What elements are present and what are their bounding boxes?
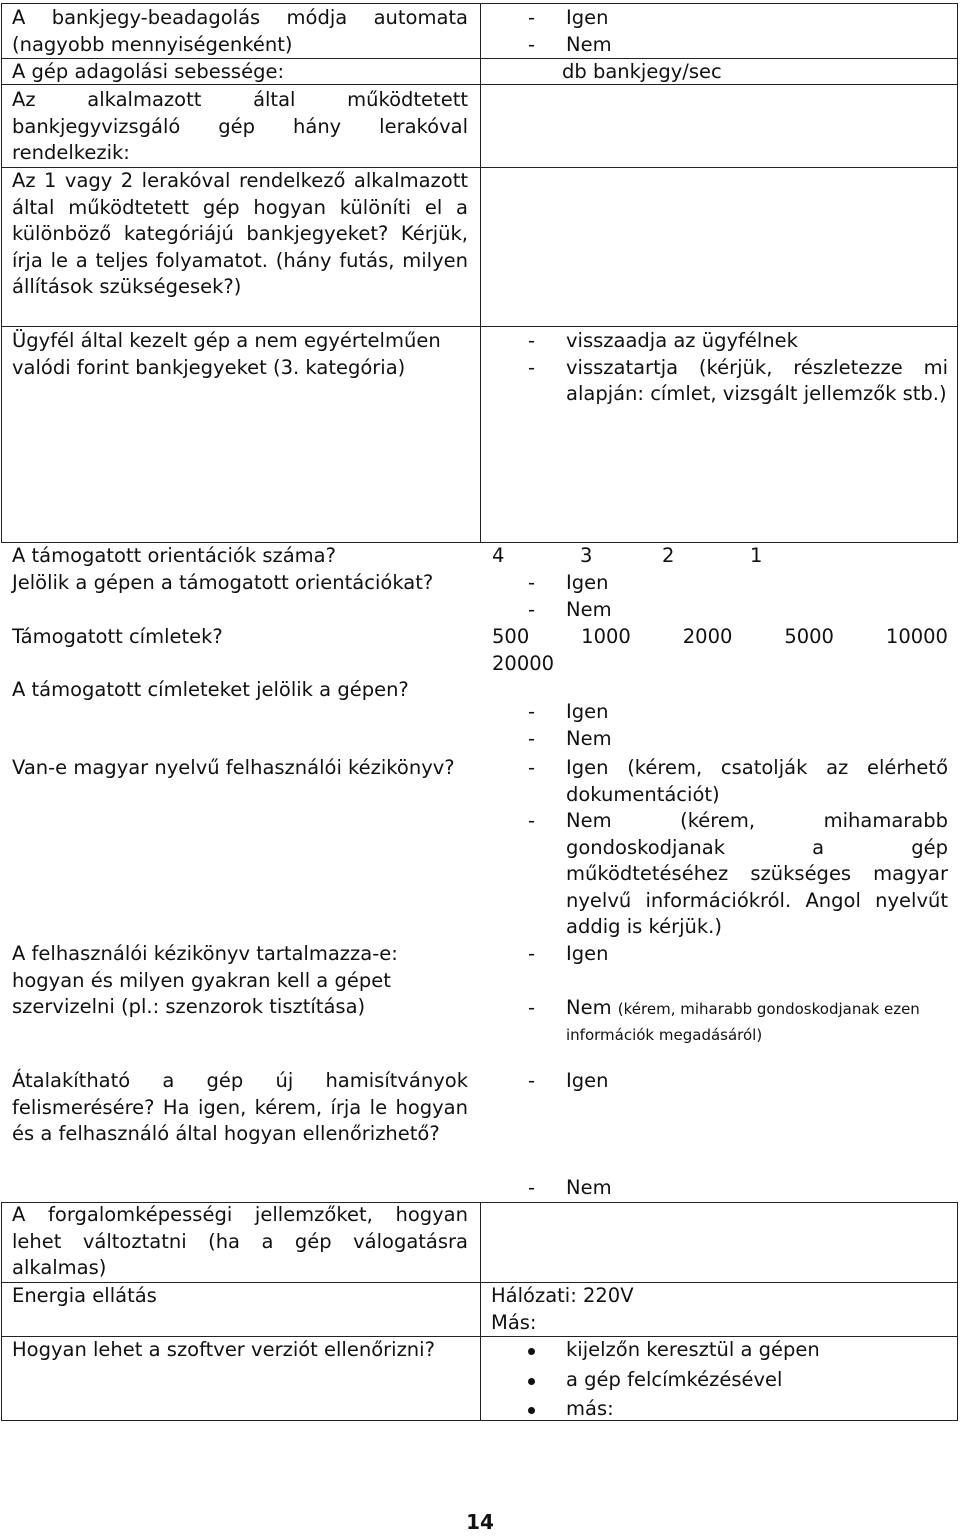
a-service-manual [528, 941, 948, 1048]
option-yes: Igen [566, 700, 609, 723]
q-stacker-count: Az alkalmazott által működtetett bankjegyvizsgáló gép hány lerakóval rendelkezik: [12, 88, 468, 164]
option-no: Nem (kérem, mihamarabb gondoskodjanak a gép működtetéséhez szükséges magyar nyelvű információkról. Angol nyelvűt addig is kérjük.) [566, 809, 948, 938]
q-denomination-marking: A támogatott címleteket jelölik a gépen? [12, 678, 409, 701]
option-yes: Igen [566, 6, 609, 29]
q-counterfeit-update: Átalakítható a gép új hamisítványok felismerésére? Ha igen, kérem, írja le hogyan és a felhasználó által hogyan ellenőrizhető? [12, 1069, 468, 1145]
bullet-icon [528, 1378, 535, 1385]
dash: - [528, 942, 536, 965]
q-service-manual: A felhasználói kézikönyv tartalmazza-e: hogyan és milyen gyakran kell a gépet szervizelni (pl.: szenzorok tisztítása) [12, 942, 398, 1018]
denomination: 1000 [581, 625, 631, 648]
q-power-supply: Energia ellátás [12, 1284, 157, 1307]
option-yes: Igen [566, 942, 609, 965]
dash: - [528, 700, 536, 723]
a-software-version [520, 1337, 950, 1423]
dash: - [528, 726, 536, 750]
option-no: Nem [566, 1175, 612, 1199]
a-hungarian-manual [528, 755, 948, 941]
q-unclear-notes: Ügyfél által kezelt gép a nem egyértelműen valódi forint bankjegyeket (3. kategória) [12, 329, 441, 379]
option-no: Nem [566, 597, 612, 621]
q-orientations: A támogatott orientációk száma? [12, 544, 336, 567]
power-mains: Hálózati: 220V [491, 1284, 634, 1307]
a-unclear-notes [528, 328, 948, 408]
q-software-version: Hogyan lehet a szoftver verziót ellenőrizni? [12, 1338, 435, 1361]
orient-value: 4 [492, 544, 505, 567]
q-denominations: Támogatott címletek? [12, 625, 223, 648]
dash: - [528, 597, 536, 621]
option-yes: Igen [566, 571, 609, 594]
dash: - [528, 1069, 536, 1092]
a-counterfeit-update [528, 1068, 948, 1201]
orient-value: 2 [662, 544, 675, 567]
dash: - [528, 1175, 536, 1199]
a-feed-speed: db bankjegy/sec [562, 60, 722, 83]
orient-value: 3 [580, 544, 593, 567]
option-other: más: [566, 1397, 614, 1420]
a-denominations [492, 624, 948, 677]
bullet-icon [528, 1348, 535, 1355]
denomination: 20000 [492, 651, 555, 675]
a-orientation-marking [528, 570, 948, 623]
dash: - [528, 32, 536, 56]
a-feed-mode [528, 5, 948, 58]
option-label: a gép felcímkézésével [566, 1367, 783, 1391]
dash: - [528, 6, 536, 29]
t2-col-divider [480, 1202, 481, 1421]
denomination: 2000 [682, 625, 733, 648]
t1-col-divider [480, 3, 481, 543]
denomination: 5000 [784, 625, 834, 648]
option-no: Nem [566, 726, 612, 750]
q-sorting-process: Az 1 vagy 2 lerakóval rendelkező alkalmazott által működtetett gép hogyan különíti el a különböző kategóriájú bankjegyeket? Kérjük, írja le a teljes folyamatot. (hány futás, milyen állítások szükségesek?) [12, 169, 468, 298]
dash: - [528, 571, 536, 594]
orient-value: 1 [750, 544, 763, 567]
page-number: 14 [466, 1510, 494, 1534]
a-orientations [492, 543, 762, 570]
q-hungarian-manual: Van-e magyar nyelvű felhasználói kézikönyv? [12, 756, 455, 779]
option-no: Nem [566, 995, 612, 1019]
option-no: Nem [566, 32, 612, 56]
t1-left-border [1, 3, 2, 543]
dash: - [528, 809, 536, 832]
option-display: kijelzőn keresztül a gépen [566, 1338, 820, 1361]
q-feed-mode: A bankjegy-beadagolás módja automata (nagyobb mennyiségenként) [12, 6, 468, 56]
dash: - [528, 329, 536, 352]
dash: - [528, 995, 536, 1019]
q-fitness-settings: A forgalomképességi jellemzőket, hogyan lehet változtatni (ha a gép válogatásra alkalmas) [12, 1203, 468, 1279]
option-no-note: (kérem, miharabb gondoskodjanak ezen információk megadásáról) [566, 999, 920, 1044]
t1-right-border [957, 3, 958, 543]
t2-left-border [1, 1202, 2, 1421]
power-other: Más: [491, 1310, 537, 1334]
dash: - [528, 355, 536, 379]
t2-right-border [957, 1202, 958, 1421]
denomination: 500 [492, 625, 530, 648]
q-feed-speed: A gép adagolási sebessége: [12, 60, 285, 83]
denomination: 10000 [885, 625, 948, 648]
q-orientation-marking: Jelölik a gépen a támogatott orientációkat? [12, 571, 434, 594]
dash: - [528, 756, 536, 779]
a-denomination-marking [528, 699, 948, 752]
a-power-supply [491, 1283, 634, 1336]
option-return: visszaadja az ügyfélnek [566, 329, 798, 352]
option-retain: visszatartja (kérjük, részletezze mi alapján: címlet, vizsgált jellemzők stb.) [566, 355, 948, 405]
bullet-icon [528, 1407, 535, 1414]
option-yes: Igen (kérem, csatolják az elérhető dokumentációt) [566, 756, 948, 806]
option-yes: Igen [566, 1069, 609, 1092]
